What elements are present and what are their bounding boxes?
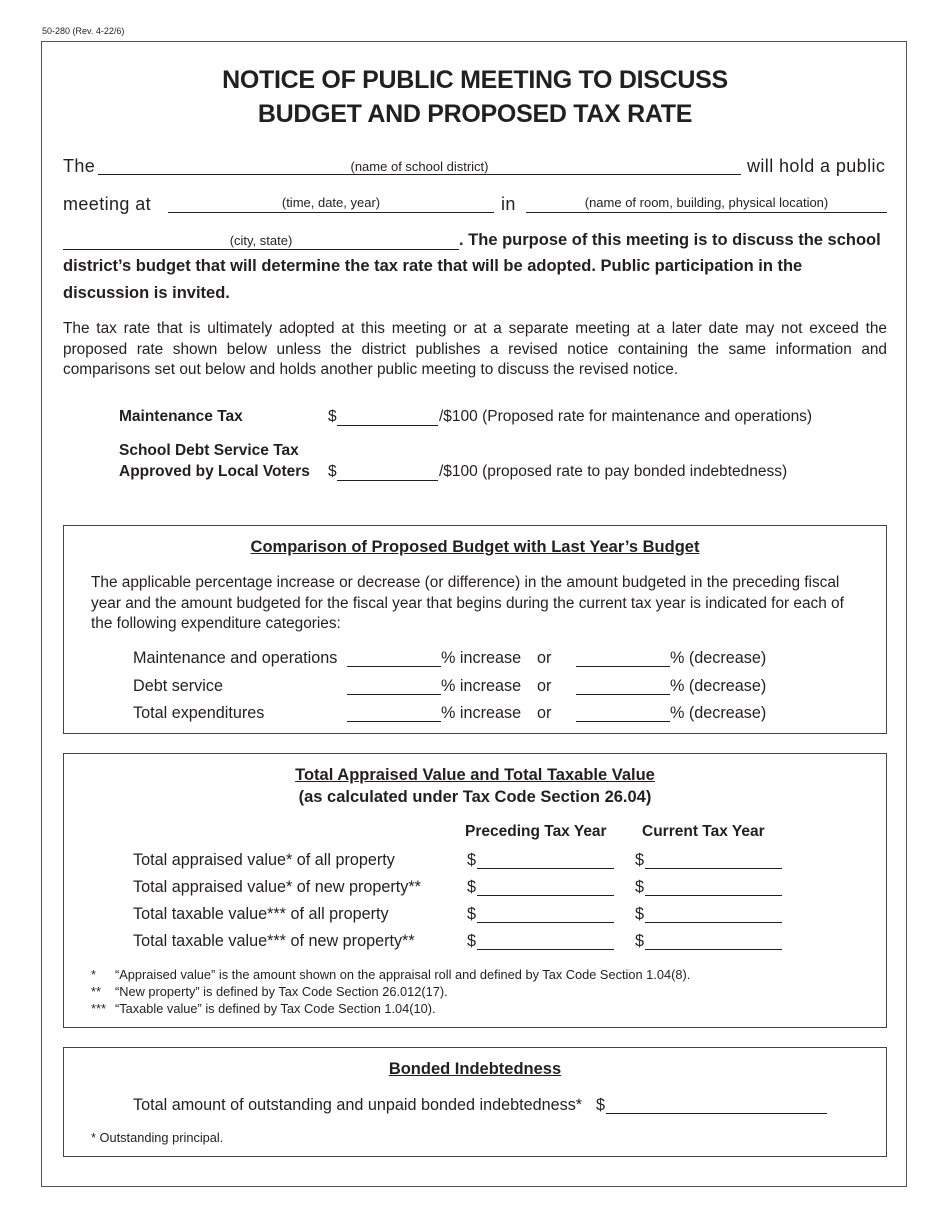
increase-label: % increase [441, 704, 522, 722]
bonded-footnote: * Outstanding principal. [91, 1130, 224, 1145]
col-current-year: Current Tax Year [642, 823, 765, 840]
increase-field[interactable] [347, 721, 441, 722]
intro-will-hold: will hold a public [747, 156, 886, 176]
values-row-label: Total taxable value*** of all property [133, 905, 389, 923]
form-title-line-1: NOTICE OF PUBLIC MEETING TO DISCUSS [222, 66, 728, 94]
bonded-label: Total amount of outstanding and unpaid bonded indebtedness* [133, 1096, 583, 1114]
decrease-label: % (decrease) [670, 649, 767, 667]
time-date-field[interactable] [168, 212, 494, 213]
maintenance-tax-label: Maintenance Tax [119, 408, 243, 425]
debt-dollar: $ [328, 463, 337, 480]
form-code: 50-280 (Rev. 4-22/6) [42, 26, 125, 36]
preceding-dollar: $ [467, 905, 477, 923]
values-row-label: Total taxable value*** of new property** [133, 932, 415, 950]
purpose-line-1: . The purpose of this meeting is to discuss the school [459, 231, 881, 249]
footnote-text: “Taxable value” is defined by Tax Code Section 1.04(10). [115, 1001, 436, 1016]
comparison-row-label: Maintenance and operations [133, 649, 338, 667]
intro-in: in [501, 194, 516, 214]
footnote-text: “New property” is defined by Tax Code Section 26.012(17). [115, 984, 448, 999]
form-title-line-2: BUDGET AND PROPOSED TAX RATE [257, 100, 693, 128]
values-heading-1: Total Appraised Value and Total Taxable Value [295, 766, 655, 784]
current-value-field[interactable] [645, 949, 782, 950]
values-row-label: Total appraised value* of new property** [133, 878, 421, 896]
rate-paragraph: The tax rate that is ultimately adopted at this meeting or at a separate meeting at a later date may not exceed the proposed rate shown below unless the district publishes a revised notice containing the same information and comparisons set out below and holds another public meeting to discuss the revised notice. [63, 320, 887, 378]
debt-suffix: /$100 (proposed rate to pay bonded indebtedness) [439, 463, 788, 480]
current-dollar: $ [635, 878, 645, 896]
col-preceding-year: Preceding Tax Year [465, 823, 607, 840]
bonded-heading: Bonded Indebtedness [388, 1060, 562, 1078]
footnote-mark: ** [91, 984, 101, 999]
location-caption: (name of room, building, physical location) [584, 195, 829, 210]
maintenance-suffix: /$100 (Proposed rate for maintenance and operations) [439, 408, 813, 425]
time-date-caption: (time, date, year) [281, 195, 381, 210]
or-label: or [537, 704, 552, 722]
intro-meeting-at: meeting at [63, 194, 152, 214]
decrease-field[interactable] [576, 721, 670, 722]
decrease-label: % (decrease) [670, 704, 767, 722]
or-label: or [537, 649, 552, 667]
comparison-row-label: Debt service [133, 677, 223, 695]
maintenance-dollar: $ [328, 408, 337, 425]
bonded-dollar: $ [596, 1096, 606, 1114]
values-heading-2: (as calculated under Tax Code Section 26.04) [298, 788, 652, 806]
increase-field[interactable] [347, 666, 441, 667]
decrease-field[interactable] [576, 666, 670, 667]
comparison-paragraph: The applicable percentage increase or decrease (or difference) in the amount budgeted in the preceding fiscal year and the amount budgeted for the fiscal year that begins during the current tax year is indicated for each of the following expenditure categories: [91, 574, 844, 632]
increase-label: % increase [441, 677, 522, 695]
purpose-line-3: discussion is invited. [63, 284, 230, 302]
city-state-caption: (city, state) [229, 233, 293, 248]
values-row-label: Total appraised value* of all property [133, 851, 395, 869]
purpose-line-2: district’s budget that will determine the tax rate that will be adopted. Public participation in the [63, 257, 803, 275]
city-state-field[interactable] [63, 249, 459, 250]
or-label: or [537, 677, 552, 695]
district-name-field[interactable] [98, 174, 741, 175]
preceding-dollar: $ [467, 878, 477, 896]
preceding-dollar: $ [467, 932, 477, 950]
preceding-value-field[interactable] [477, 895, 614, 896]
preceding-dollar: $ [467, 851, 477, 869]
footnote-mark: * [91, 967, 96, 982]
decrease-label: % (decrease) [670, 677, 767, 695]
current-value-field[interactable] [645, 922, 782, 923]
district-name-caption: (name of school district) [350, 159, 489, 174]
increase-field[interactable] [347, 694, 441, 695]
current-dollar: $ [635, 932, 645, 950]
location-field[interactable] [526, 212, 887, 213]
preceding-value-field[interactable] [477, 868, 614, 869]
bonded-amount-field[interactable] [606, 1113, 827, 1114]
current-dollar: $ [635, 851, 645, 869]
current-dollar: $ [635, 905, 645, 923]
footnote-text: “Appraised value” is the amount shown on the appraisal roll and defined by Tax Code Section 1.04(8). [115, 967, 691, 982]
current-value-field[interactable] [645, 895, 782, 896]
comparison-heading: Comparison of Proposed Budget with Last Year’s Budget [250, 538, 700, 556]
preceding-value-field[interactable] [477, 949, 614, 950]
debt-tax-label-2: Approved by Local Voters [119, 463, 310, 480]
debt-tax-label-1: School Debt Service Tax [119, 442, 299, 459]
debt-rate-field[interactable] [337, 480, 438, 481]
maintenance-rate-field[interactable] [337, 425, 438, 426]
decrease-field[interactable] [576, 694, 670, 695]
preceding-value-field[interactable] [477, 922, 614, 923]
footnote-mark: *** [91, 1001, 106, 1016]
comparison-row-label: Total expenditures [133, 704, 265, 722]
increase-label: % increase [441, 649, 522, 667]
current-value-field[interactable] [645, 868, 782, 869]
intro-the: The [63, 156, 96, 176]
